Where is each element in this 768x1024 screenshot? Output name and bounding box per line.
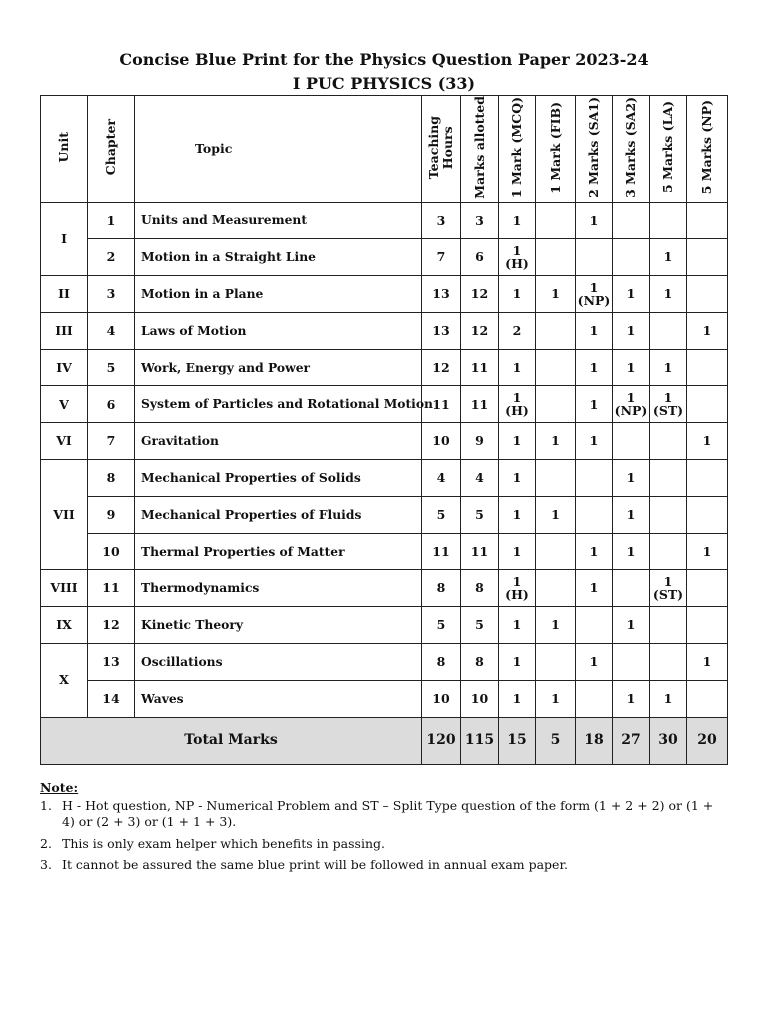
marks-cell: 3 xyxy=(461,202,499,239)
table-body xyxy=(41,202,728,764)
la-cell xyxy=(650,607,687,644)
la-cell: 1 xyxy=(650,239,687,276)
hours-cell: 12 xyxy=(422,349,461,386)
note-item: 2. This is only exam helper which benefits in passing. xyxy=(40,835,385,851)
topic-cell: Kinetic Theory xyxy=(135,607,422,644)
fib-cell xyxy=(536,349,576,386)
fib-cell: 1 xyxy=(536,276,576,313)
header-sa1: 2 Marks (SA1) xyxy=(576,96,613,203)
sa2-cell xyxy=(613,239,650,276)
topic-cell: Units and Measurement xyxy=(135,202,422,239)
chapter-cell: 9 xyxy=(88,496,135,533)
fib-cell xyxy=(536,386,576,423)
la-cell xyxy=(650,496,687,533)
total-marks: 115 xyxy=(461,717,499,764)
sa1-cell: 1 xyxy=(576,386,613,423)
hours-cell: 3 xyxy=(422,202,461,239)
unit-cell: I xyxy=(41,202,88,276)
page-subtitle: I PUC PHYSICS (33) xyxy=(292,74,476,93)
chapter-cell: 6 xyxy=(88,386,135,423)
mcq-cell: 1 xyxy=(499,423,536,460)
mcq-cell: 1 (H) xyxy=(499,386,536,423)
la-cell: 1 (ST) xyxy=(650,386,687,423)
np-cell: 1 xyxy=(687,423,728,460)
header-mcq: 1 Mark (MCQ) xyxy=(499,96,536,203)
fib-cell: 1 xyxy=(536,680,576,717)
la-cell: 1 (ST) xyxy=(650,570,687,607)
sa2-cell: 1 xyxy=(613,496,650,533)
unit-cell: VIII xyxy=(41,570,88,607)
topic-cell: Motion in a Plane xyxy=(135,276,422,313)
header-sa2: 3 Marks (SA2) xyxy=(613,96,650,203)
topic-cell: Laws of Motion xyxy=(135,312,422,349)
chapter-cell: 11 xyxy=(88,570,135,607)
mcq-cell: 1 xyxy=(499,276,536,313)
sa2-cell xyxy=(613,423,650,460)
sa2-cell: 1 xyxy=(613,533,650,570)
topic-cell: Thermodynamics xyxy=(135,570,422,607)
total-hours: 120 xyxy=(422,717,461,764)
table-row xyxy=(41,312,728,349)
sa1-cell: 1 xyxy=(576,349,613,386)
note-item: 1. H - Hot question, NP - Numerical Problem and ST – Split Type question of the form (1 + 2 + 2) or (1 + 4) or (2 + 3) or (1 + 1 + 3). xyxy=(40,798,714,830)
np-cell xyxy=(687,680,728,717)
marks-cell: 8 xyxy=(461,570,499,607)
fib-cell xyxy=(536,570,576,607)
np-cell xyxy=(687,496,728,533)
mcq-cell: 1 xyxy=(499,496,536,533)
fib-cell xyxy=(536,460,576,497)
hours-cell: 5 xyxy=(422,607,461,644)
marks-cell: 10 xyxy=(461,680,499,717)
marks-cell: 9 xyxy=(461,423,499,460)
header-topic: Topic xyxy=(135,96,422,203)
chapter-cell: 10 xyxy=(88,533,135,570)
topic-cell: Mechanical Properties of Solids xyxy=(135,460,422,497)
hours-cell: 7 xyxy=(422,239,461,276)
mcq-cell: 1 xyxy=(499,644,536,681)
table-row xyxy=(41,349,728,386)
fib-cell: 1 xyxy=(536,607,576,644)
np-cell xyxy=(687,607,728,644)
unit-cell: X xyxy=(41,644,88,718)
la-cell xyxy=(650,644,687,681)
sa2-cell: 1 xyxy=(613,312,650,349)
mcq-cell: 1 (H) xyxy=(499,239,536,276)
unit-cell: V xyxy=(41,386,88,423)
header-teaching-hours: Teaching Hours xyxy=(422,96,461,203)
np-cell: 1 xyxy=(687,533,728,570)
topic-cell: Waves xyxy=(135,680,422,717)
chapter-cell: 8 xyxy=(88,460,135,497)
sa2-cell: 1 xyxy=(613,680,650,717)
table-row xyxy=(41,423,728,460)
total-mcq: 15 xyxy=(499,717,536,764)
la-cell xyxy=(650,202,687,239)
sa1-cell: 1 (NP) xyxy=(576,276,613,313)
page-title: Concise Blue Print for the Physics Question Paper 2023-24 xyxy=(119,50,649,69)
table-row xyxy=(41,533,728,570)
mcq-cell: 1 xyxy=(499,533,536,570)
header-fib: 1 Mark (FIB) xyxy=(536,96,576,203)
table-row xyxy=(41,386,728,423)
header-la: 5 Marks (LA) xyxy=(650,96,687,203)
mcq-cell: 1 xyxy=(499,680,536,717)
topic-cell: Motion in a Straight Line xyxy=(135,239,422,276)
fib-cell xyxy=(536,239,576,276)
header-chapter: Chapter xyxy=(88,96,135,203)
np-cell xyxy=(687,276,728,313)
sa2-cell: 1 xyxy=(613,349,650,386)
np-cell xyxy=(687,460,728,497)
marks-cell: 12 xyxy=(461,312,499,349)
sa2-cell xyxy=(613,202,650,239)
topic-cell: Gravitation xyxy=(135,423,422,460)
table-row xyxy=(41,276,728,313)
chapter-cell: 1 xyxy=(88,202,135,239)
notes-section xyxy=(40,780,730,878)
sa2-cell xyxy=(613,570,650,607)
marks-cell: 12 xyxy=(461,276,499,313)
table-row xyxy=(41,680,728,717)
sa2-cell: 1 xyxy=(613,607,650,644)
topic-cell: Thermal Properties of Matter xyxy=(135,533,422,570)
table-row xyxy=(41,570,728,607)
chapter-cell: 12 xyxy=(88,607,135,644)
chapter-cell: 2 xyxy=(88,239,135,276)
sa2-cell: 1 xyxy=(613,276,650,313)
chapter-cell: 13 xyxy=(88,644,135,681)
fib-cell: 1 xyxy=(536,423,576,460)
mcq-cell: 1 xyxy=(499,607,536,644)
total-sa1: 18 xyxy=(576,717,613,764)
total-fib: 5 xyxy=(536,717,576,764)
hours-cell: 8 xyxy=(422,570,461,607)
mcq-cell: 1 (H) xyxy=(499,570,536,607)
total-sa2: 27 xyxy=(613,717,650,764)
header-np: 5 Marks (NP) xyxy=(687,96,728,203)
mcq-cell: 1 xyxy=(499,349,536,386)
note-item: 3. It cannot be assured the same blue print will be followed in annual exam paper. xyxy=(40,856,569,872)
total-la: 30 xyxy=(650,717,687,764)
hours-cell: 13 xyxy=(422,312,461,349)
table-row xyxy=(41,496,728,533)
topic-cell: Oscillations xyxy=(135,644,422,681)
chapter-cell: 14 xyxy=(88,680,135,717)
sa2-cell: 1 (NP) xyxy=(613,386,650,423)
fib-cell xyxy=(536,312,576,349)
mcq-cell: 1 xyxy=(499,202,536,239)
sa1-cell xyxy=(576,460,613,497)
marks-cell: 11 xyxy=(461,386,499,423)
table-row xyxy=(41,239,728,276)
unit-cell: III xyxy=(41,312,88,349)
np-cell xyxy=(687,202,728,239)
np-cell xyxy=(687,570,728,607)
notes-heading: Note: xyxy=(40,780,79,795)
blueprint-table xyxy=(40,95,728,765)
sa1-cell: 1 xyxy=(576,312,613,349)
np-cell: 1 xyxy=(687,644,728,681)
hours-cell: 4 xyxy=(422,460,461,497)
chapter-cell: 3 xyxy=(88,276,135,313)
sa1-cell: 1 xyxy=(576,423,613,460)
marks-cell: 11 xyxy=(461,349,499,386)
marks-cell: 4 xyxy=(461,460,499,497)
marks-cell: 5 xyxy=(461,607,499,644)
fib-cell xyxy=(536,644,576,681)
la-cell xyxy=(650,312,687,349)
hours-cell: 8 xyxy=(422,644,461,681)
table-row xyxy=(41,644,728,681)
total-np: 20 xyxy=(687,717,728,764)
table-row xyxy=(41,460,728,497)
sa1-cell: 1 xyxy=(576,202,613,239)
unit-cell: VI xyxy=(41,423,88,460)
sa2-cell: 1 xyxy=(613,460,650,497)
marks-cell: 11 xyxy=(461,533,499,570)
la-cell xyxy=(650,460,687,497)
np-cell xyxy=(687,239,728,276)
marks-cell: 8 xyxy=(461,644,499,681)
np-cell xyxy=(687,349,728,386)
la-cell: 1 xyxy=(650,276,687,313)
sa1-cell xyxy=(576,607,613,644)
table-row xyxy=(41,202,728,239)
hours-cell: 10 xyxy=(422,680,461,717)
hours-cell: 11 xyxy=(422,386,461,423)
topic-cell: Work, Energy and Power xyxy=(135,349,422,386)
sa1-cell: 1 xyxy=(576,533,613,570)
chapter-cell: 4 xyxy=(88,312,135,349)
la-cell xyxy=(650,533,687,570)
np-cell: 1 xyxy=(687,312,728,349)
fib-cell: 1 xyxy=(536,496,576,533)
sa1-cell: 1 xyxy=(576,644,613,681)
sa1-cell: 1 xyxy=(576,570,613,607)
table-row xyxy=(41,607,728,644)
hours-cell: 10 xyxy=(422,423,461,460)
la-cell: 1 xyxy=(650,349,687,386)
mcq-cell: 2 xyxy=(499,312,536,349)
topic-cell: Mechanical Properties of Fluids xyxy=(135,496,422,533)
header-unit: Unit xyxy=(41,96,88,203)
la-cell xyxy=(650,423,687,460)
marks-cell: 5 xyxy=(461,496,499,533)
la-cell: 1 xyxy=(650,680,687,717)
sa2-cell xyxy=(613,644,650,681)
sa1-cell xyxy=(576,496,613,533)
total-row xyxy=(41,717,728,764)
total-label: Total Marks xyxy=(41,717,422,764)
hours-cell: 11 xyxy=(422,533,461,570)
unit-cell: II xyxy=(41,276,88,313)
header-row xyxy=(41,96,728,203)
chapter-cell: 7 xyxy=(88,423,135,460)
mcq-cell: 1 xyxy=(499,460,536,497)
topic-cell: System of Particles and Rotational Motion xyxy=(135,386,422,423)
hours-cell: 5 xyxy=(422,496,461,533)
unit-cell: IV xyxy=(41,349,88,386)
hours-cell: 13 xyxy=(422,276,461,313)
unit-cell: VII xyxy=(41,460,88,570)
sa1-cell xyxy=(576,239,613,276)
marks-cell: 6 xyxy=(461,239,499,276)
fib-cell xyxy=(536,533,576,570)
unit-cell: IX xyxy=(41,607,88,644)
fib-cell xyxy=(536,202,576,239)
np-cell xyxy=(687,386,728,423)
header-marks-allotted: Marks allotted xyxy=(461,96,499,203)
chapter-cell: 5 xyxy=(88,349,135,386)
sa1-cell xyxy=(576,680,613,717)
